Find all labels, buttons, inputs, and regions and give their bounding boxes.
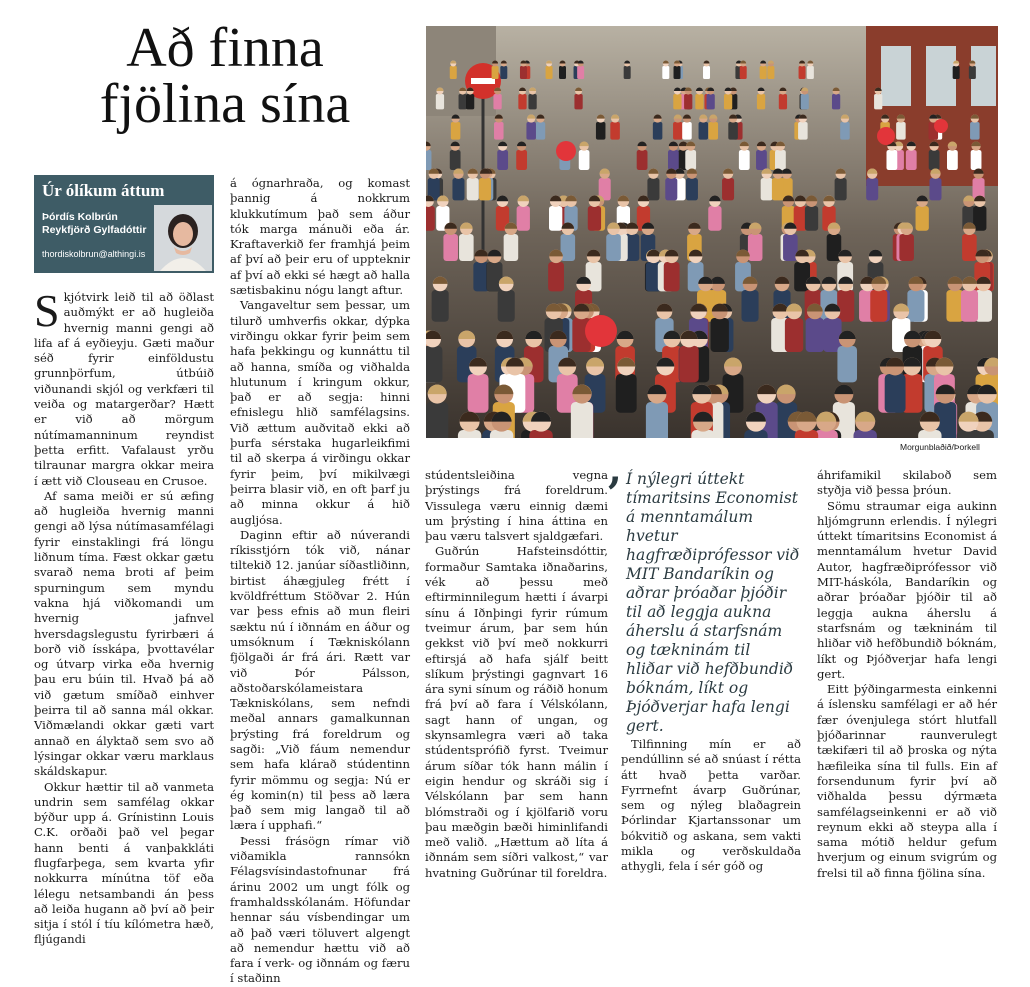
pull-quote-text: Í nýlegri úttekt tímaritsins Economist á menntamálum hvetur hagfræðiprófessor við MIT Bandaríkin og aðrar þróaðar þjóðir til að leggja aukna áherslu á starfsnám og tækninám til hliðar við hefðbundið bóknám, líkt og Þjóðverjar hafa lengi gert. <box>626 470 800 735</box>
article-column-2 <box>230 176 410 987</box>
paragraph <box>34 285 214 489</box>
photo-credit: Morgunblaðið/Þorkell <box>900 442 980 452</box>
headline <box>40 17 410 135</box>
headline-line-2: fjölina sína <box>99 73 351 135</box>
article-column-3 <box>425 468 608 881</box>
paragraph: áhrifamikil skilaboð sem styðja við þessa þróun. <box>817 468 997 498</box>
paragraph: á ógnarhraða, og komast þannig á nokkrum klukkutímum það sem áður tók marga mánuði eða ár. Kraftaverkið fer framhjá þeim af því að þeir eru of uppteknir af því að ekki sé hægt að halla sætisbakinu nógu langt aftur. <box>230 176 410 298</box>
quote-mark-icon: , <box>608 446 622 493</box>
paragraph: Þessi frásögn rímar við viðamikla rannsókn Félagsvísindastofnunar frá árinu 2002 um ungt fólk og framhaldsskólanám. Höfundar hennar sáu vísbendingar um að það væri töluvert algengt að nemendur hættu við að fara í verk- og iðnnám og færu í staðinn <box>230 833 410 986</box>
author-portrait <box>154 205 212 271</box>
paragraph: Eitt þýðingarmesta einkenni á íslensku samfélagi er að hér fær óvenjulega stórt hlutfall þjóðarinnar raunverulegt tækifæri til að þroska og nýta hæfileika sína til fulls. Ein af forsendunum fyrir því að viðhalda þessu dýrmæta samfélagseinkenni er að við reynum ekki að steypa alla í sama mótið heldur gefum hverjum og einum svigrúm og frelsi til að finna fjölina sína. <box>817 682 997 880</box>
headline-line-1: Að finna <box>126 17 324 79</box>
paragraph: Daginn eftir að núverandi ríkisstjórn tók við, nánar tiltekið 12. janúar síðastliðinn, birtist áhægjuleg frétt í kvöldfréttum Stöðvar 2. Hún var þess efnis að mun fleiri sæktu nú í iðnnám en áður og umsóknum í Tækniskólann fjölgaði ár frá ári. Rætt var við Þór Pálsson, aðstoðarskólameistara Tækniskólans, sem nefndi meðal annars gamalkunnan þrýsting frá foreldrum og sagði: „Við fáum nemendur sem hafa klárað stúdentinn fyrir mömmu og segja: Nú er ég komin(n) til þess að læra það sem mig langað til að læra í upphafi.“ <box>230 527 410 833</box>
paragraph: Tilfinning mín er að pendúllinn sé að snúast í rétta átt hvað þetta varðar. Fyrrnefnt ávarp Guðrúnar, sem og nýleg blaðagrein Þórlindar Kjartanssonar um bókvitið og askana, sem vakti mikla og verðskuldaða athygli, fela í sér góð og <box>621 737 801 874</box>
author-portrait-image <box>154 205 212 271</box>
paragraph-text: kjótvirk leið til að öðlast auðmýkt er að hugleiða hvernig manni gengi að lifa af á eyðieyju. Gæti maður séð fyrir einföldustu grunnþörfum, útbúið viðunandi skjól og verkfæri til veiða og matargerðar? Hætt er við að mörgum nútímamanninum reyndist þetta erfitt. Vafalaust yrðu tilraunar margra okkar meira í ætt við Clouseau en Crusoe. <box>34 290 214 488</box>
drop-cap: S <box>34 285 60 336</box>
author-email[interactable]: thordiskolbrun@althingi.is <box>42 249 146 259</box>
paragraph: Okkur hættir til að vanmeta undrin sem samfélag okkar býður upp á. Grínistinn Louis C.K. orðaði það vel þegar hann benti á vanþakkláti flugfarþega, sem kvarta yfir nokkurra mínútna töf eða lélegu netsambandi án þess að leiða hugann að því að þeir sitja í stól í tíu kílómetra hæð, fljúgandi <box>34 779 214 947</box>
author-name-line-2: Reykfjörð Gylfadóttir <box>42 224 147 236</box>
author-name <box>42 211 146 237</box>
crowd-photo <box>426 26 998 438</box>
author-name-line-1: Þórdís Kolbrún <box>42 211 118 223</box>
paragraph: Guðrún Hafsteinsdóttir, formaður Samtaka iðnaðarins, vék að þessu með eftirminnilegum hætti í ávarpi sínu á Iðnþingi fyrir rúmum tveimur árum, þar sem hún gekkst við því með nokkurri eftirsjá að hafa sjálf beitt slíkum þrýstingi gagnvart 16 ára syni sínum og ráðið honum frá því að fara í Vélskólann, sagt hann of ungan, og skynsamlegra væri að taka stúdentsprófið fyrst. Tveimur árum síðar tók hann málin í eigin hendur og skráði sig í Vélskólann þar sem hann blómstraði og í kjölfarið voru þau mæðgin bæði himinlifandi með valið. „Hættum að líta á iðnnám sem síðri valkost,“ var hvatning Guðrúnar til foreldra. <box>425 544 608 880</box>
crowd-photo-image <box>426 26 998 438</box>
paragraph: Sömu straumar eiga aukinn hljómgrunn erlendis. Í nýlegri úttekt tímaritsins Economist á menntamálum hvetur David Autor, hagfræðiprófessor við MIT-háskóla, Bandaríkin og aðrar þróaðar þjóðir til að leggja aukna áherslu á starfsnám og tækninám til hliðar við hefðbundið bóknám, líkt og Þjóðverjar hafa lengi gert. <box>817 498 997 681</box>
paragraph: Vangaveltur sem þessar, um tilurð umhverfis okkar, dýpka virðingu okkar fyrir þeim sem hafa þekkingu og kunnáttu til að hanna, smíða og viðhalda hlutunum í kringum okkur, það er að segja: hinni efnislegu hlið samfélagsins. Við ættum auðvitað ekki að þurfa sérstaka hugarleikfimi til að skerpa á virðingu okkar fyrir þeim, því mikilvægi þeirra blasir við, en oft þarf ju að minna okkur á hið augljósa. <box>230 298 410 527</box>
paragraph: stúdentsleiðina vegna þrýstings frá foreldrum. Vissulega væru einnig dæmi um þrýsting í hina áttina en þau væru talsvert sjaldgæfari. <box>425 468 608 544</box>
article-column-1 <box>34 285 214 948</box>
column-title: Úr ólíkum áttum <box>42 181 165 200</box>
paragraph: Af sama meiði er sú æfing að hugleiða hvernig manni gengi að lýsa nútímasamfélagi fyrir einstaklingi frá löngu liðnum tíma. Fæst okkar gætu svarað nema broti af þeim spurningum sem myndu vakna hjá viðkomandi um hvernig jafnvel hversdagslegustu fyrirbæri á borð við ísskápa, þvottavélar og útvarp virka eða hvernig þau eru búin til. Hvað þá að við gætum smíðað einhver þeirra til að sanna mál okkar. Viðmælandi okkar gæti vart annað en ályktað sem svo að lýsingar okkar væru marklaus skáldskapur. <box>34 488 214 779</box>
article-column-5 <box>817 468 997 881</box>
pull-quote <box>608 446 801 736</box>
article-column-4 <box>621 737 801 875</box>
